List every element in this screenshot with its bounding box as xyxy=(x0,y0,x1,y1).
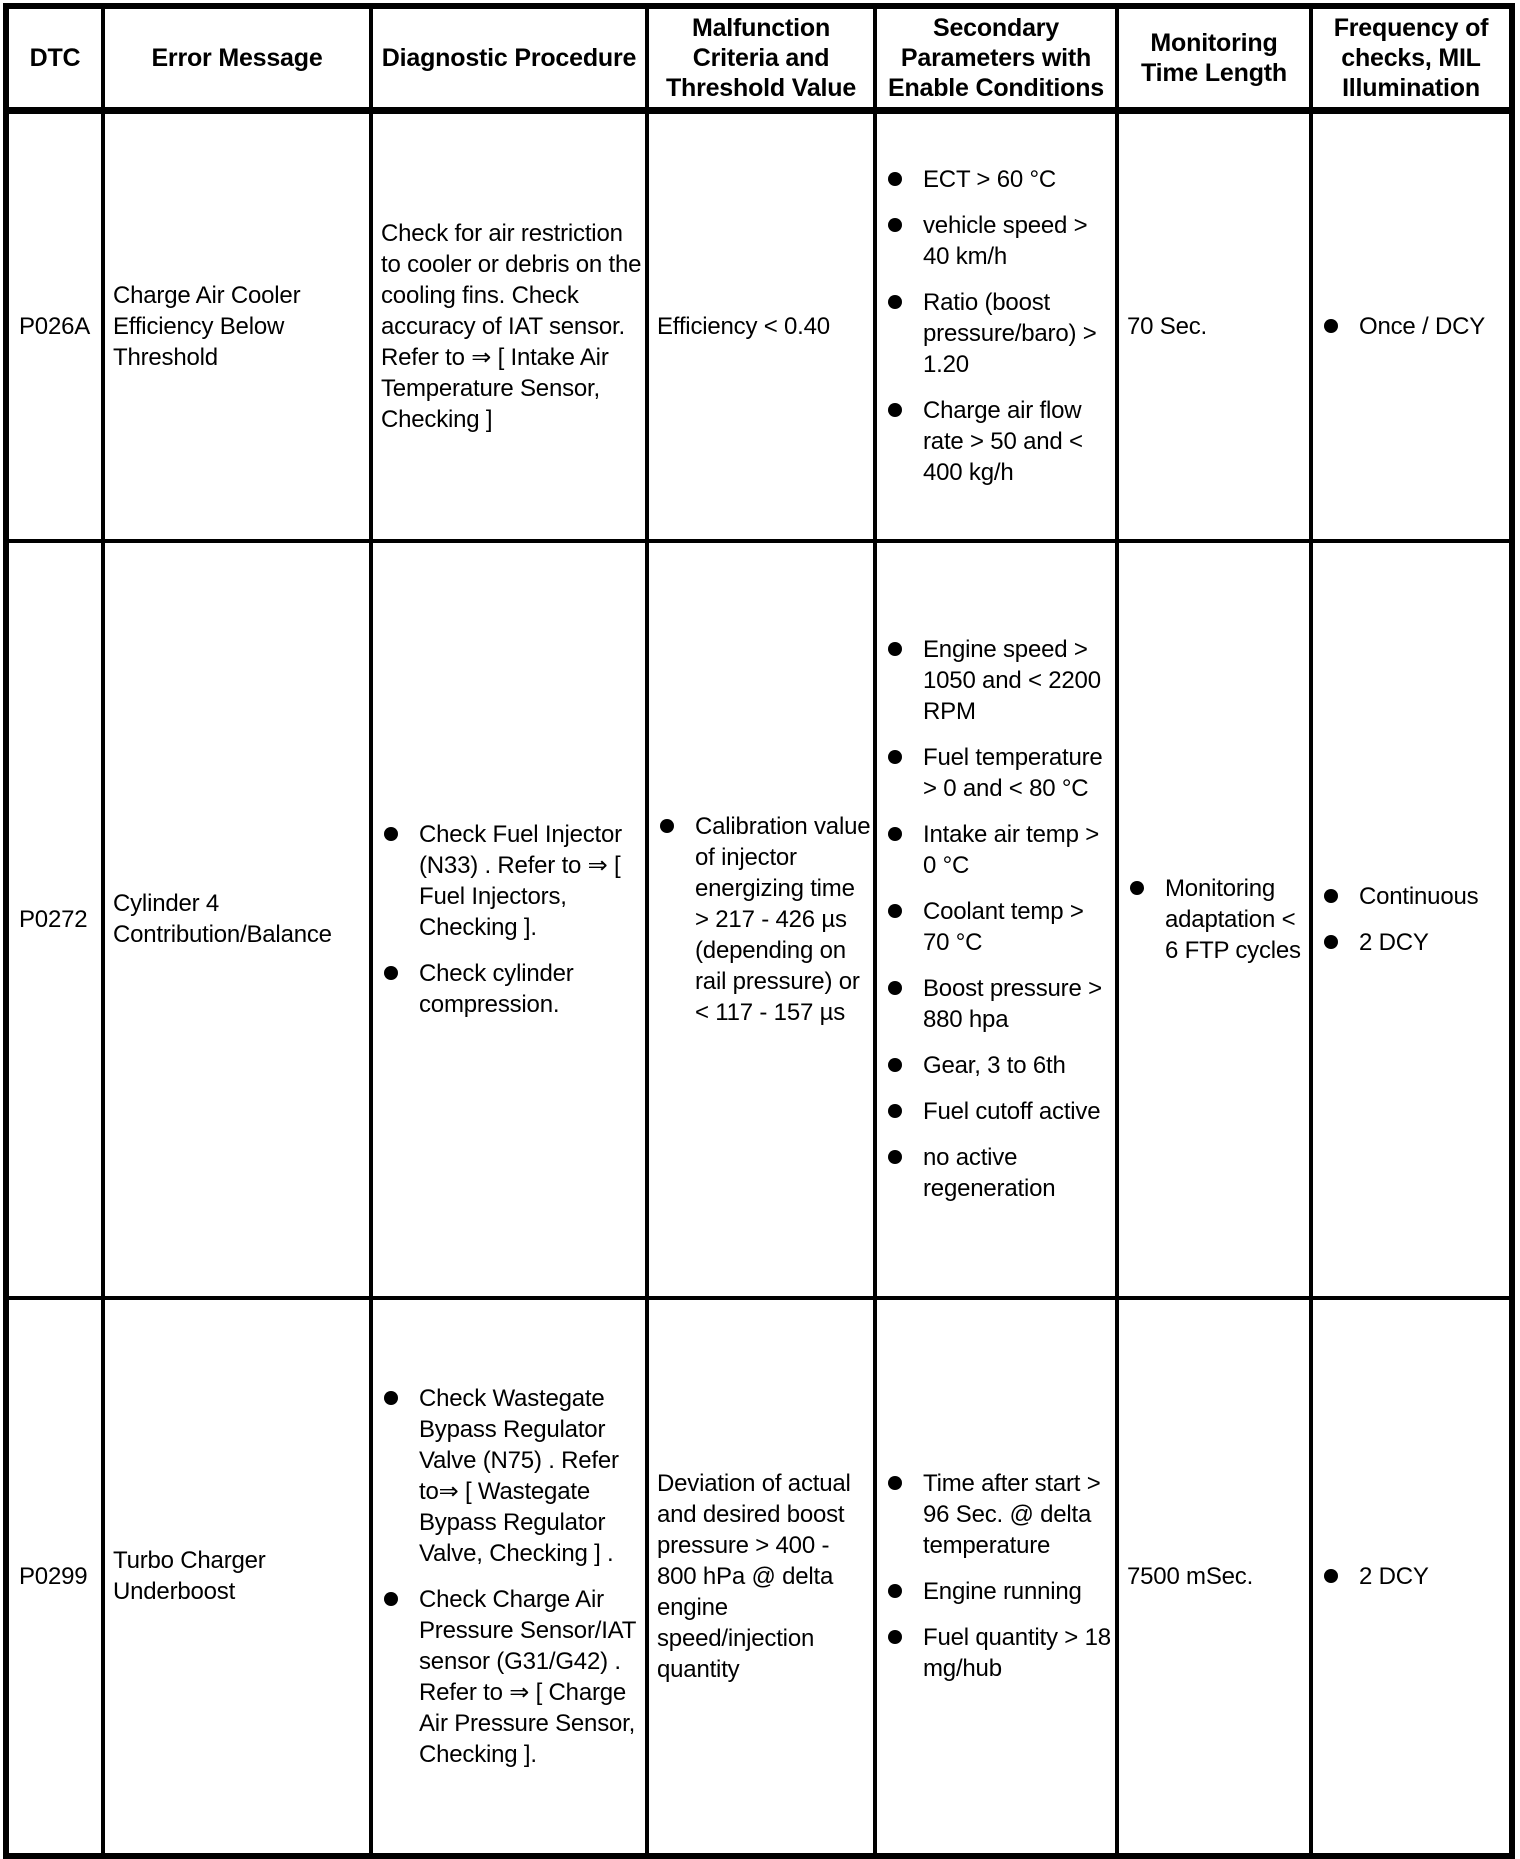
diagnostic-procedure-cell xyxy=(371,111,647,541)
bullet-item xyxy=(885,634,1114,727)
bullet-item-text: Check Wastegate Bypass Regulator Valve (N75) . Refer to⇒ [ Wastegate Bypass Regulator Valve, Checking ] . xyxy=(419,1384,619,1567)
bullet-item xyxy=(381,1584,644,1770)
bullet-item-text: ECT > 60 °C xyxy=(923,166,1057,194)
bullet-item-text: 2 DCY xyxy=(1359,1562,1429,1590)
bullet-item xyxy=(885,819,1114,881)
bullet-item xyxy=(885,1142,1114,1204)
bullet-item xyxy=(885,395,1114,488)
table-row xyxy=(6,541,1512,1298)
dtc-diagnostic-table xyxy=(3,3,1515,1859)
bullet-icon xyxy=(885,1576,923,1598)
bullet-icon xyxy=(1321,311,1359,333)
bullet-item xyxy=(885,287,1114,380)
bullet-list xyxy=(877,630,1115,1208)
header-secondary-parameters: Secondary Parameters with Enable Conditions xyxy=(875,6,1117,111)
bullet-icon xyxy=(1321,881,1359,903)
cell-text: 70 Sec. xyxy=(1127,312,1207,340)
bullet-item xyxy=(1321,881,1508,912)
bullet-icon xyxy=(885,742,923,764)
bullet-icon xyxy=(1127,873,1165,895)
bullet-item xyxy=(1127,873,1308,966)
malfunction-criteria-cell xyxy=(647,541,875,1298)
bullet-item-text: Boost pressure > 880 hpa xyxy=(923,975,1102,1033)
bullet-item xyxy=(1321,927,1508,958)
cell-text: P026A xyxy=(19,312,91,340)
bullet-icon xyxy=(885,395,923,417)
cell-text: Turbo Charger Underboost xyxy=(113,1547,266,1605)
bullet-icon xyxy=(885,896,923,918)
diagnostic-procedure-cell xyxy=(371,1298,647,1856)
dtc-cell xyxy=(6,541,103,1298)
bullet-item xyxy=(885,1622,1114,1684)
bullet-icon xyxy=(885,1050,923,1072)
bullet-item-text: Fuel temperature > 0 and < 80 °C xyxy=(923,744,1103,802)
dtc-cell xyxy=(6,1298,103,1856)
bullet-item-text: 2 DCY xyxy=(1359,928,1429,956)
bullet-item-text: Check Fuel Injector (N33) . Refer to ⇒ [ Fuel Injectors, Checking ]. xyxy=(419,820,622,941)
dtc-cell xyxy=(6,111,103,541)
bullet-icon xyxy=(885,634,923,656)
frequency-cell xyxy=(1311,541,1512,1298)
bullet-item-text: Monitoring adaptation < 6 FTP cycles xyxy=(1165,874,1301,964)
malfunction-criteria-cell xyxy=(647,111,875,541)
bullet-item xyxy=(885,1096,1114,1127)
bullet-icon xyxy=(885,287,923,309)
error-message-cell xyxy=(103,541,371,1298)
bullet-icon xyxy=(381,1383,419,1405)
bullet-item-text: Continuous xyxy=(1359,882,1479,910)
cell-text: 7500 mSec. xyxy=(1127,1562,1254,1590)
bullet-item-text: Engine running xyxy=(923,1578,1082,1605)
bullet-item xyxy=(657,811,872,1028)
bullet-item-text: Fuel cutoff active xyxy=(923,1098,1101,1125)
monitoring-time-cell xyxy=(1117,111,1311,541)
bullet-item-text: Check cylinder compression. xyxy=(419,959,574,1018)
bullet-item xyxy=(885,742,1114,804)
bullet-icon xyxy=(885,1096,923,1118)
bullet-item-text: Engine speed > 1050 and < 2200 RPM xyxy=(923,636,1101,725)
bullet-item-text: Charge air flow rate > 50 and < 400 kg/h xyxy=(923,397,1083,487)
error-message-cell xyxy=(103,1298,371,1856)
bullet-icon xyxy=(1321,927,1359,949)
bullet-item-text: Once / DCY xyxy=(1359,312,1486,340)
bullet-list xyxy=(373,1379,645,1774)
table-row xyxy=(6,111,1512,541)
bullet-list xyxy=(1313,307,1509,346)
bullet-item xyxy=(1321,1561,1508,1592)
bullet-icon xyxy=(885,1622,923,1644)
bullet-list xyxy=(1313,877,1509,962)
error-message-cell xyxy=(103,111,371,541)
bullet-icon xyxy=(381,819,419,841)
bullet-icon xyxy=(381,1584,419,1606)
cell-text: Cylinder 4 Contribution/Balance xyxy=(113,890,332,948)
header-error-message: Error Message xyxy=(103,6,371,111)
bullet-icon xyxy=(885,1142,923,1164)
bullet-item-text: Intake air temp > 0 °C xyxy=(923,821,1100,879)
bullet-list xyxy=(649,807,873,1032)
bullet-item xyxy=(885,1050,1114,1081)
bullet-item xyxy=(885,1576,1114,1607)
monitoring-time-cell xyxy=(1117,1298,1311,1856)
header-malfunction-criteria: Malfunction Criteria and Threshold Value xyxy=(647,6,875,111)
bullet-icon xyxy=(657,811,695,833)
bullet-list xyxy=(877,160,1115,492)
bullet-list xyxy=(1119,869,1309,970)
table-row xyxy=(6,1298,1512,1856)
bullet-icon xyxy=(381,958,419,980)
bullet-item xyxy=(885,210,1114,272)
cell-text: P0299 xyxy=(19,1562,88,1590)
secondary-parameters-cell xyxy=(875,1298,1117,1856)
frequency-cell xyxy=(1311,1298,1512,1856)
bullet-item-text: vehicle speed > 40 km/h xyxy=(923,212,1088,271)
cell-text: Efficiency < 0.40 xyxy=(657,312,830,340)
header-diagnostic-procedure: Diagnostic Procedure xyxy=(371,6,647,111)
frequency-cell xyxy=(1311,111,1512,541)
bullet-list xyxy=(373,815,645,1024)
bullet-list xyxy=(1313,1557,1509,1596)
bullet-item-text: Fuel quantity > 18 mg/hub xyxy=(923,1624,1111,1682)
header-monitoring-time: Monitoring Time Length xyxy=(1117,6,1311,111)
diagnostic-procedure-cell xyxy=(371,541,647,1298)
cell-text: Deviation of actual and desired boost pressure > 400 - 800 hPa @ delta engine speed/injection quantity xyxy=(657,1469,851,1683)
bullet-item-text: Check Charge Air Pressure Sensor/IAT sensor (G31/G42) . Refer to ⇒ [ Charge Air Pressure Sensor, Checking ]. xyxy=(419,1585,636,1768)
cell-text: Charge Air Cooler Efficiency Below Threshold xyxy=(113,281,301,371)
bullet-item xyxy=(381,1383,644,1569)
cell-text: Check for air restriction to cooler or debris on the cooling fins. Check accuracy of IAT sensor. Refer to ⇒ [ Intake Air Temperature Sensor, Checking ] xyxy=(381,219,642,433)
bullet-item xyxy=(885,164,1114,195)
header-frequency-mil: Frequency of checks, MIL Illumination xyxy=(1311,6,1512,111)
bullet-icon xyxy=(885,819,923,841)
bullet-item-text: Time after start > 96 Sec. @ delta temperature xyxy=(923,1470,1101,1559)
malfunction-criteria-cell xyxy=(647,1298,875,1856)
bullet-item-text: Calibration value of injector energizing time > 217 - 426 µs (depending on rail pressure) or < 117 - 157 µs xyxy=(695,812,871,1026)
table-header-row xyxy=(6,6,1512,111)
bullet-icon xyxy=(885,164,923,186)
bullet-item xyxy=(1321,311,1508,342)
cell-text: P0272 xyxy=(19,905,88,933)
bullet-item-text: no active regeneration xyxy=(923,1144,1056,1202)
bullet-item-text: Coolant temp > 70 °C xyxy=(923,898,1084,956)
monitoring-time-cell xyxy=(1117,541,1311,1298)
bullet-item xyxy=(381,958,644,1020)
bullet-icon xyxy=(885,1468,923,1490)
bullet-icon xyxy=(1321,1561,1359,1583)
bullet-item-text: Gear, 3 to 6th xyxy=(923,1052,1066,1079)
bullet-item xyxy=(885,896,1114,958)
header-dtc: DTC xyxy=(6,6,103,111)
bullet-item xyxy=(885,973,1114,1035)
secondary-parameters-cell xyxy=(875,111,1117,541)
bullet-item xyxy=(381,819,644,943)
bullet-item-text: Ratio (boost pressure/baro) > 1.20 xyxy=(923,289,1097,379)
bullet-icon xyxy=(885,210,923,232)
bullet-list xyxy=(877,1464,1115,1688)
bullet-item xyxy=(885,1468,1114,1561)
secondary-parameters-cell xyxy=(875,541,1117,1298)
bullet-icon xyxy=(885,973,923,995)
